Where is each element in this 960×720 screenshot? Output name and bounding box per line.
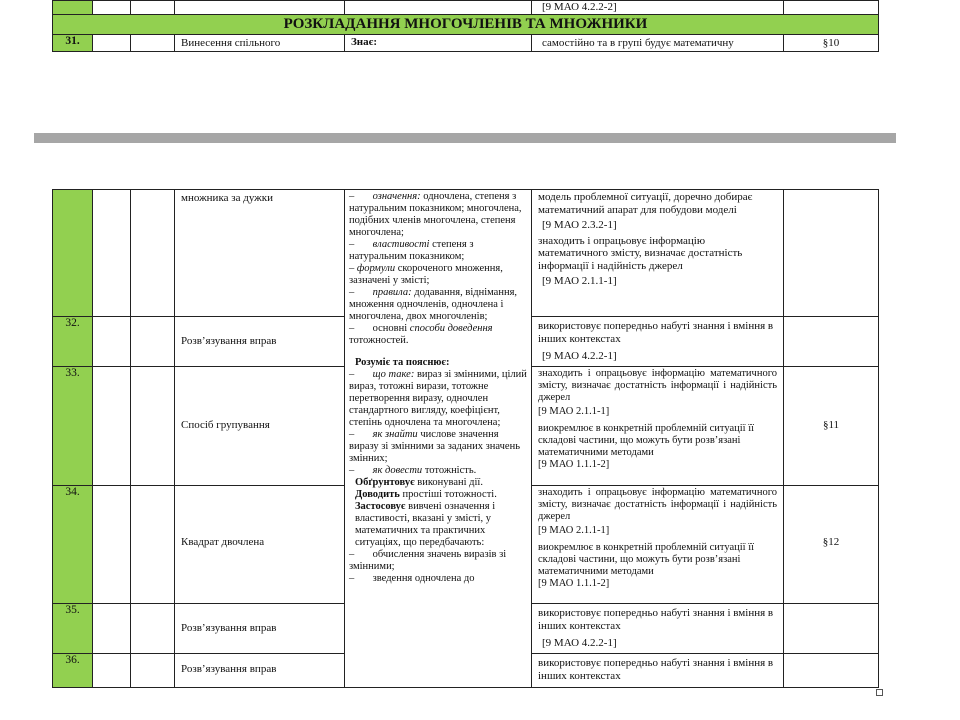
paragraph-cell: [784, 317, 879, 367]
skill-cell: модель проблемної ситуації, доречно добирає математичний апарат для побудови моделі [9 МАО 2.3.2-1] знаходить і опрацьовує інформацію математичного змісту, визначає достатність інформації і надійність джерел [9 МАО 2.1.1-1]: [532, 190, 784, 317]
paragraph-cell: §11: [784, 367, 879, 486]
knowledge-line: – правила: додавання, віднімання, множення одночленів, одночлена і многочлена, двох многочленів;: [349, 287, 518, 322]
skill-cell: знаходить і опрацьовує інформацію математичного змісту, визначає достатність інформації і надійність джерел [9 МАО 2.1.1-1] виокремлює в конкретній проблемній ситуації її складові частини, що можуть бути розв’язані математичними методами [9 МАО 1.1.1-2]: [532, 486, 784, 604]
skill-cell: використовує попередньо набуті знання і вміння в інших контекстах [9 МАО 4.2.2-1]: [532, 317, 784, 367]
row-number: 31.: [53, 35, 93, 52]
topic-cell: Спосіб групування: [175, 367, 345, 486]
knowledge-line: – як знайти числове значення виразу зі змінними за заданих значень змінних;: [349, 429, 520, 464]
knowledge-line: – обчислення значень виразів зі змінними;: [349, 549, 507, 572]
row-number: 33.: [53, 367, 93, 486]
top-table: [52, 0, 879, 52]
topic-cell: множника за дужки: [175, 190, 345, 317]
topic-cell: Винесення спільного: [175, 35, 345, 52]
section-header: РОЗКЛАДАННЯ МНОГОЧЛЕНІВ ТА МНОЖНИКИ: [53, 15, 879, 35]
topic-cell: Квадрат двочлена: [175, 486, 345, 604]
paragraph-cell: [784, 190, 879, 317]
row-number: [53, 190, 93, 317]
topic-cell: Розв’язування вправ: [175, 604, 345, 654]
knows-label: Знає:: [345, 35, 532, 52]
skill-cell: знаходить і опрацьовує інформацію математичного змісту, визначає достатність інформації і надійність джерел [9 МАО 2.1.1-1] виокремлює в конкретній проблемній ситуації її складові частини, що можуть бути розв’язані математичними методами [9 МАО 1.1.1-2]: [532, 367, 784, 486]
knowledge-line: – як довести тотожність.: [349, 465, 477, 476]
paragraph-cell: [784, 654, 879, 688]
knowledge-line: – основні способи доведення тотожностей.: [349, 323, 493, 346]
knowledge-line: – властивості степеня з натуральним показником;: [349, 239, 474, 262]
num-cell-prev: [53, 1, 93, 15]
knowledge-cell: [345, 190, 532, 688]
skill-ref-prev: [9 МАО 4.2.2-2]: [532, 1, 784, 15]
knowledge-line: Доводить простіші тотожності.: [355, 489, 497, 500]
main-table: [52, 189, 879, 688]
page-separator: [34, 133, 896, 143]
topic-cell: Розв’язування вправ: [175, 317, 345, 367]
skill-cell: використовує попередньо набуті знання і вміння в інших контекстах: [532, 654, 784, 688]
knowledge-line: – зведення одночлена до: [349, 573, 475, 584]
knowledge-line: – формули скороченого множення, зазначені у змісті;: [349, 263, 503, 286]
paragraph-cell: §10: [784, 35, 879, 52]
knowledge-line: Обґрунтовує виконувані дії.: [355, 477, 483, 488]
paragraph-cell: §12: [784, 486, 879, 604]
row-number: 32.: [53, 317, 93, 367]
knowledge-line: – що таке: вираз зі змінними, цілий вираз, тотожні вирази, тотожне перетворення виразу, одночлен стандартного вигляду, коефіцієнт, степінь одночлена та многочлена;: [349, 369, 527, 428]
skill-cell: самостійно та в групі будує математичну: [532, 35, 784, 52]
paragraph-cell: [784, 604, 879, 654]
knowledge-line: – означення: одночлена, степеня з натуральним показником; многочлена, подібних членів многочлена, степеня многочлена;: [349, 191, 522, 238]
topic-cell: Розв’язування вправ: [175, 654, 345, 688]
skill-cell: використовує попередньо набуті знання і вміння в інших контекстах [9 МАО 4.2.2-1]: [532, 604, 784, 654]
row-number: 35.: [53, 604, 93, 654]
row-number: 34.: [53, 486, 93, 604]
knowledge-line: Застосовує вивчені означення і властивості, вказані у змісті, у математичних та практичних ситуаціях, що передбачають:: [355, 501, 496, 548]
resize-handle[interactable]: [876, 689, 883, 696]
row-number: 36.: [53, 654, 93, 688]
understands-heading: Розуміє та пояснює:: [355, 357, 450, 368]
